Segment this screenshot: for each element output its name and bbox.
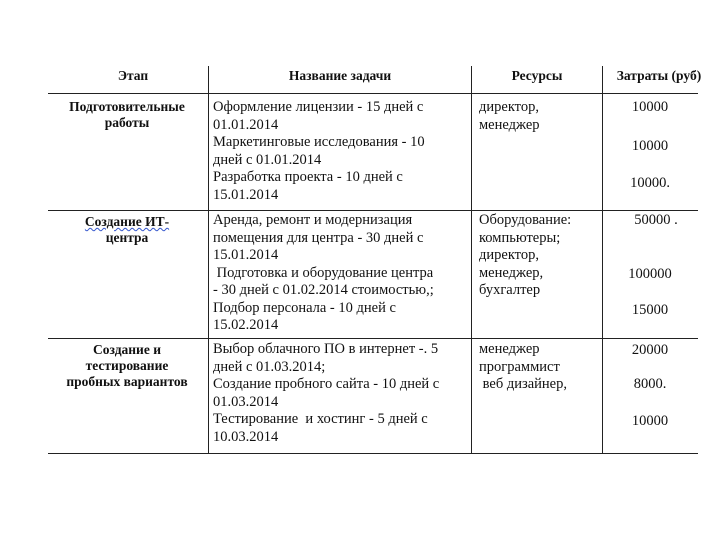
column-divider [208,66,209,454]
task-line: 15.02.2014 [213,317,279,333]
row-divider [48,210,698,211]
resource-line: веб дизайнер, [479,376,567,392]
row-3-cost-1: 20000 [631,342,669,358]
row-1-resources [479,99,599,134]
task-line: 10.03.2014 [213,428,279,445]
stage-line: тестирование [85,358,169,373]
row-2-resources [479,212,599,300]
row-1-cost-3: 10000. [630,175,670,191]
row-2-cost-3: 15000 [631,302,669,318]
task-line: 01.03.2014 [213,393,279,410]
task-table [48,58,702,454]
resource-line: директор, [479,247,539,263]
task-line: Разработка проекта - 10 дней с [213,169,403,185]
row-2-cost-2: 100000 [628,266,672,282]
task-line: - 30 дней с 01.02.2014 стоимостью,; [213,282,434,298]
task-line: 15.01.2014 [213,186,279,203]
task-line: помещения для центра - 30 дней с [213,229,424,246]
row-3-cost-2: 8000. [633,376,667,392]
stage-line: центра [105,230,149,245]
row-divider [48,338,698,339]
resource-line: директор, [479,99,539,115]
row-2-tasks [213,212,465,335]
stage-line: пробных вариантов [66,374,188,389]
task-line: Аренда, ремонт и модернизация [213,212,413,228]
resource-line: менеджер [479,341,540,357]
row-1-cost-2: 10000 [631,138,669,154]
stage-line: работы [104,115,150,130]
table-bottom-border [48,453,698,454]
row-1-cost-1: 10000 [631,99,669,115]
resource-line: менеджер, [479,264,544,281]
task-line: Выбор облачного ПО в интернет -. 5 [213,341,439,357]
column-divider [602,66,603,454]
resource-line: Оборудование: [479,212,572,228]
task-line: Тестирование и хостинг - 5 дней с [213,411,428,427]
task-line: дней с 01.01.2014 [213,151,322,168]
header-task: Название задачи [288,68,392,83]
task-line: 01.01.2014 [213,116,279,133]
stage-line: Создание и [93,342,161,357]
row-3-tasks [213,341,465,446]
stage-line: Подготовительные [69,99,185,114]
resource-line: программист [479,358,560,375]
header-stage: Этап [117,68,149,83]
resource-line: компьютеры; [479,229,561,246]
stage-line [48,214,206,230]
task-line: дней с 01.03.2014; [213,358,326,375]
task-line: Маркетинговые исследования - 10 [213,134,425,150]
task-line: Подбор персонала - 10 дней с [213,299,396,316]
row-3-stage [48,342,206,390]
header-resources: Ресурсы [511,68,563,83]
resource-line: менеджер [479,116,540,133]
stage-text: Создание ИТ- [84,214,170,229]
task-line: 15.01.2014 [213,247,279,263]
task-line: Создание пробного сайта - 10 дней с [213,376,440,392]
row-3-cost-3: 10000 [631,413,669,429]
row-divider [48,93,698,94]
row-3-resources [479,341,599,394]
header-cost: Затраты (руб) [616,68,702,83]
task-line: Оформление лицензии - 15 дней с [213,99,424,115]
task-line: Подготовка и оборудование центра [213,264,434,281]
row-1-stage [48,99,206,131]
resource-line: бухгалтер [479,282,541,298]
column-divider [471,66,472,454]
row-1-tasks [213,99,465,204]
row-2-stage [48,214,206,246]
row-2-cost-1: 50000 . [634,212,678,228]
